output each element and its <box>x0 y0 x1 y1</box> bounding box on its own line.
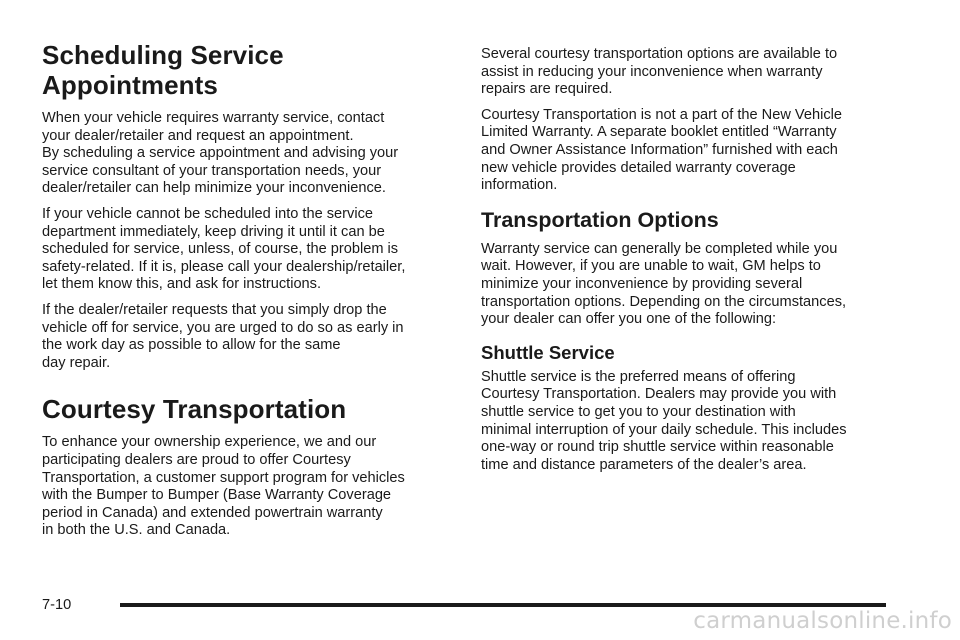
paragraph-drop-off: If the dealer/retailer requests that you simply drop the vehicle off for service, you are urged to do so as early in the work day as possible to allow for the same day repair. <box>42 301 404 371</box>
heading-scheduling-service-appointments: Scheduling Service Appointments <box>42 40 284 100</box>
paragraph-cannot-be-scheduled: If your vehicle cannot be scheduled into the service department immediately, keep driving it until it can be scheduled for service, unless, of course, the problem is safety-related. If it is, please call your dealership/retailer, let them know this, and ask for instructions. <box>42 205 406 293</box>
paragraph-contact-dealer: When your vehicle requires warranty service, contact your dealer/retailer and request an appointment. <box>42 110 385 144</box>
heading-courtesy-transportation: Courtesy Transportation <box>42 394 347 425</box>
left-column <box>42 40 452 540</box>
paragraph-options-description: Warranty service can generally be completed while you wait. However, if you are unable to wait, GM helps to minimize your inconvenience by providing several transportation options. Depending on the circumstances, your dealer can offer you one of the following: <box>481 240 847 328</box>
watermark: carmanualsonline.info <box>693 608 952 634</box>
paragraph-shuttle-description: Shuttle service is the preferred means of offering Courtesy Transportation. Dealers may provide you with shuttle service to get you to your destination with minimal interruption of your daily schedule. This includes one-way or round trip shuttle service within reasonable time and distance parameters of the dealer’s area. <box>481 368 847 473</box>
paragraph-courtesy-program: To enhance your ownership experience, we and our participating dealers are proud to offer Courtesy Transportation, a customer support program for vehicles with the Bumper to Bumper (Base Warranty Coverage period in Canada) and extended powertrain warranty in both the U.S. and Canada. <box>42 434 405 539</box>
right-column <box>481 46 891 474</box>
page-number: 7-10 <box>42 597 72 613</box>
paragraph-scheduling-benefits: By scheduling a service appointment and advising your service consultant of your transportation needs, your dealer/retailer can help minimize your inconvenience. <box>42 145 399 197</box>
heading-transportation-options: Transportation Options <box>481 207 719 232</box>
paragraph-options-available: Several courtesy transportation options are available to assist in reducing your inconvenience when warranty repairs are required. <box>481 46 838 98</box>
heading-shuttle-service: Shuttle Service <box>481 341 615 363</box>
paragraph-warranty-booklet: Courtesy Transportation is not a part of the New Vehicle Limited Warranty. A separate booklet entitled “Warranty and Owner Assistance Information” furnished with each new vehicle provides detailed warranty coverage information. <box>481 106 842 194</box>
footer-rule <box>120 603 886 607</box>
